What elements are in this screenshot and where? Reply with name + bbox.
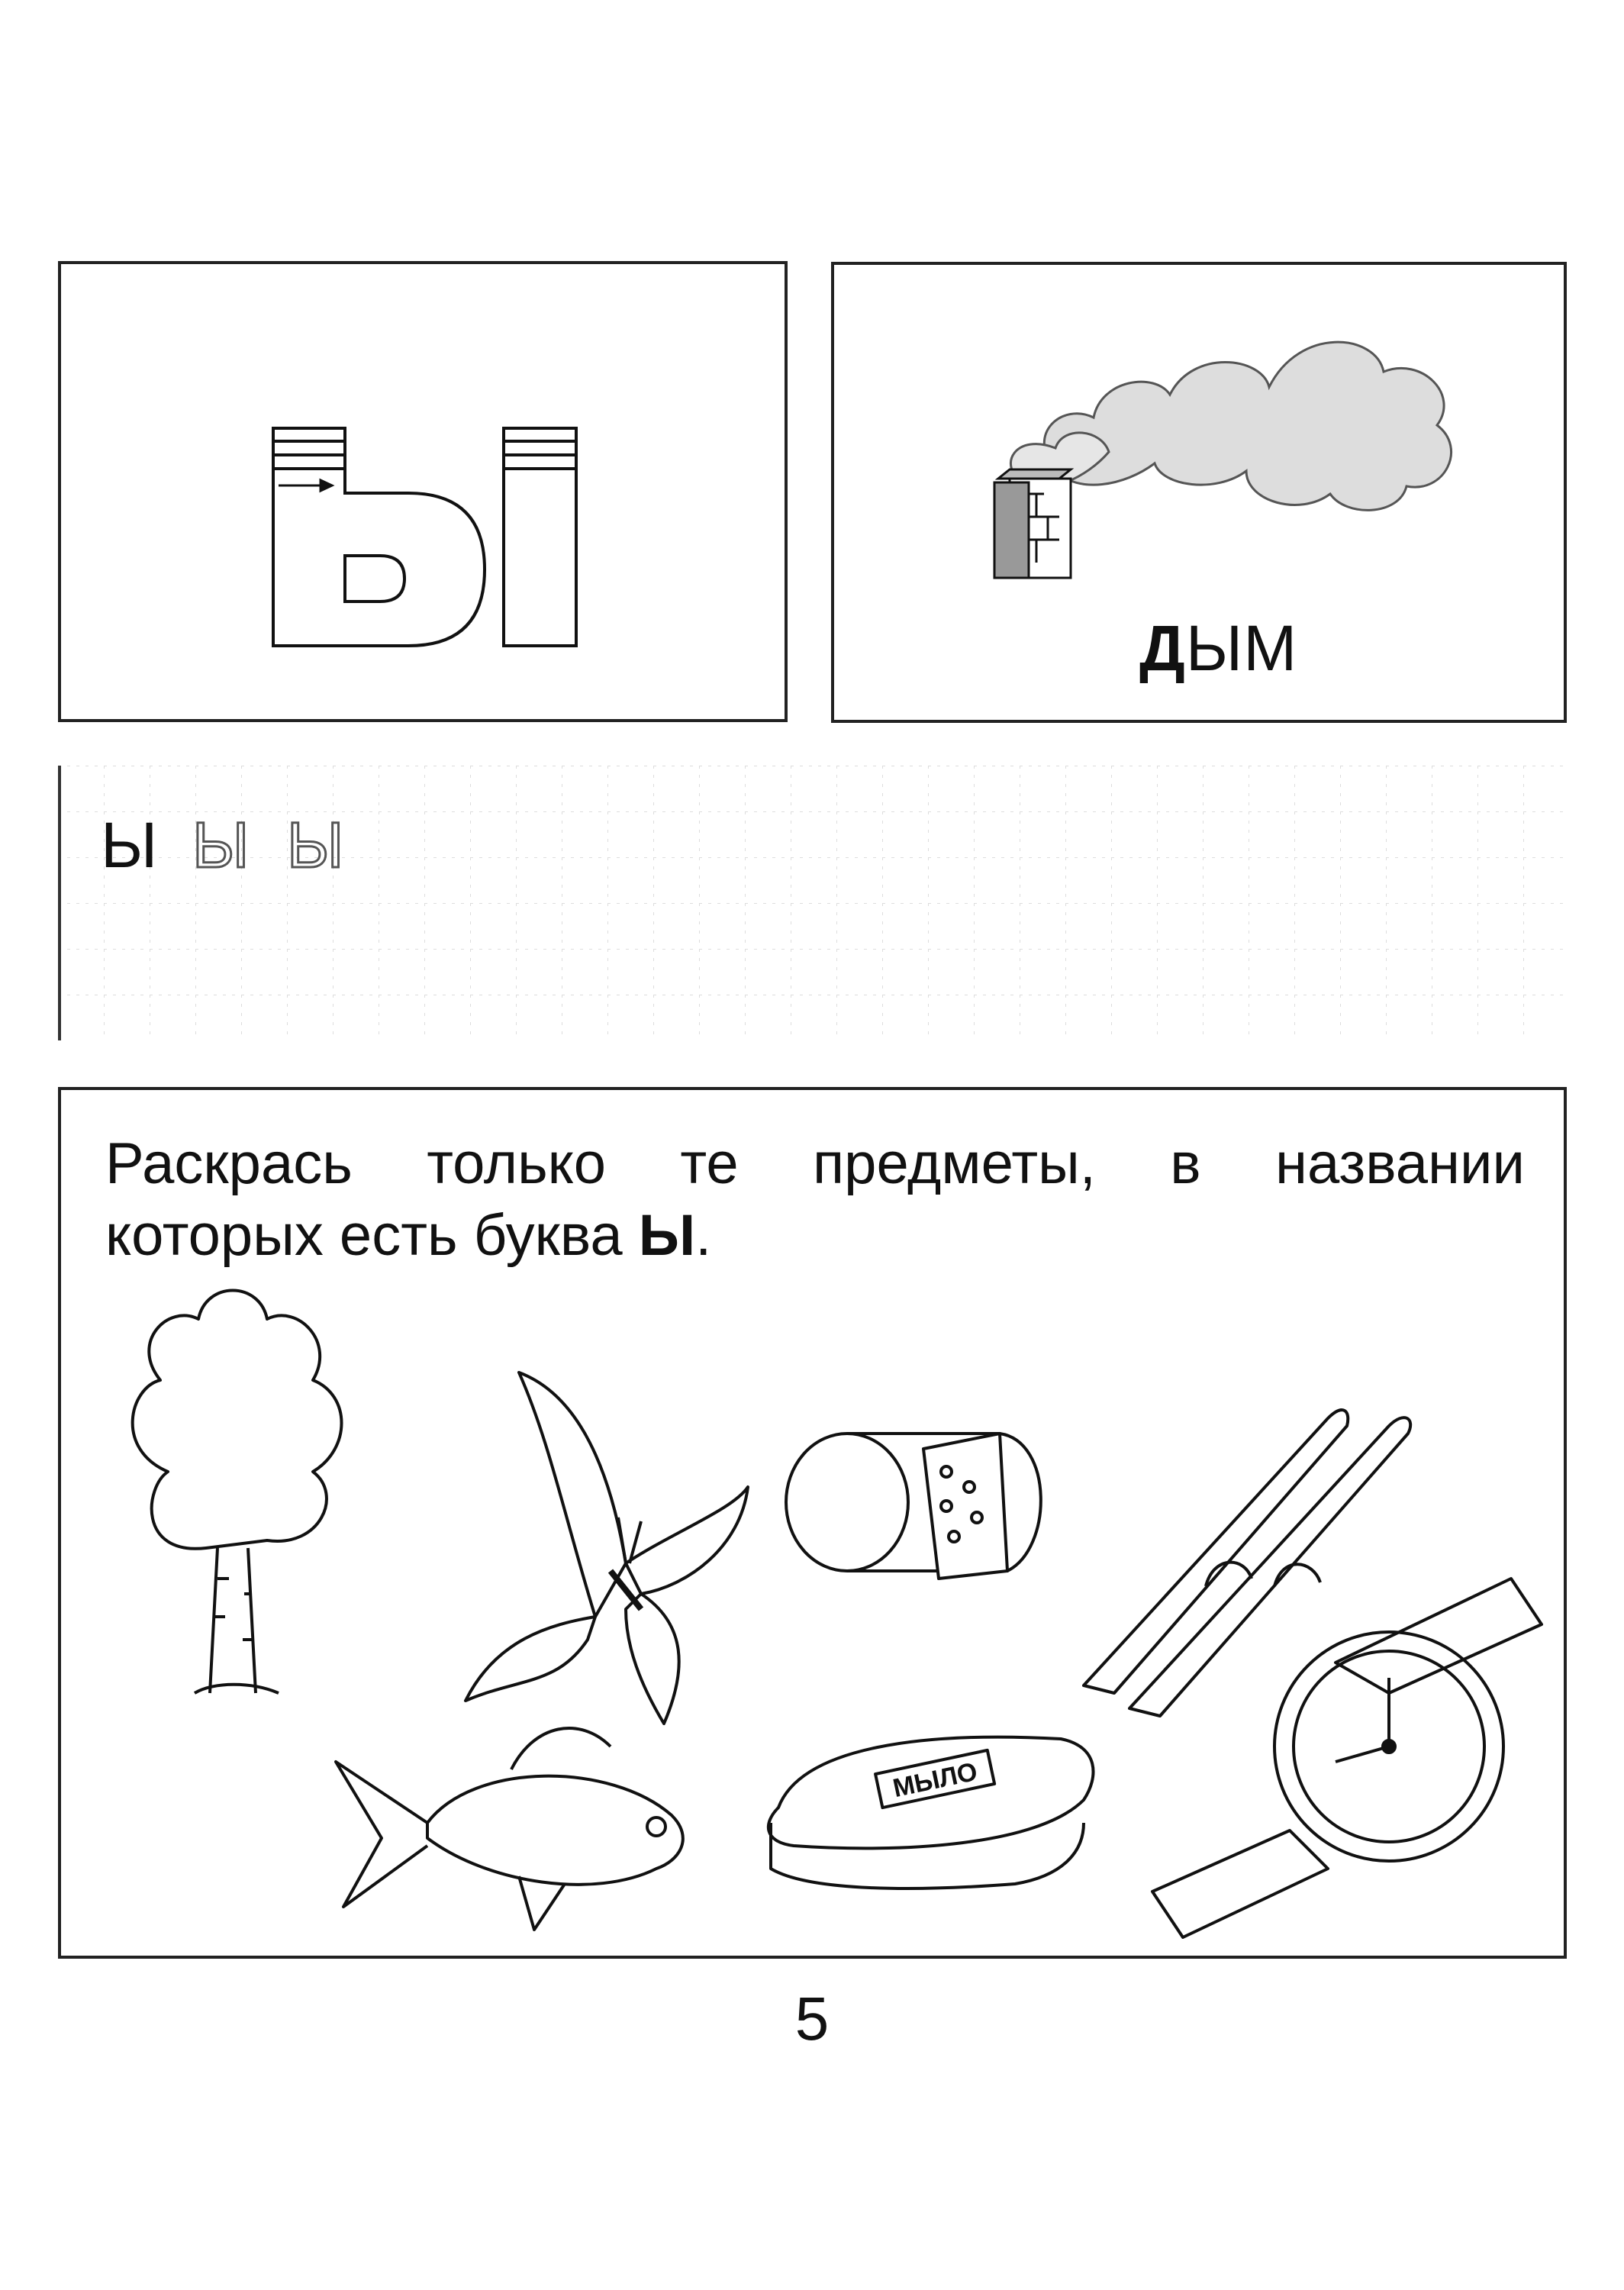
sample-letter: Ы: [101, 809, 158, 881]
coloring-task: [58, 1087, 1567, 1959]
instruction-line-2: которых есть буква Ы.: [105, 1203, 712, 1268]
traced-letter: Ы: [287, 809, 344, 881]
skis-icon[interactable]: [1084, 1410, 1410, 1716]
traced-letter: Ы: [192, 809, 250, 881]
instruction-line-1: Раскрась только те предметы, в названии: [105, 1131, 1525, 1196]
letter-card: [58, 261, 788, 722]
pictures: [61, 1090, 1564, 1956]
word-caption: ДЫМ: [1139, 612, 1298, 684]
page-number: 5: [794, 1985, 830, 2053]
butterfly-icon[interactable]: [466, 1372, 748, 1724]
fish-icon[interactable]: [336, 1728, 683, 1930]
letter-yery-outline-icon: [61, 264, 791, 725]
tree-icon[interactable]: [133, 1291, 342, 1694]
soap-label: МЫЛО: [890, 1756, 981, 1804]
word-card: [831, 262, 1567, 723]
margin-rule: [58, 766, 61, 1040]
copybook-grid: [58, 766, 1567, 1040]
wristwatch-icon[interactable]: [1152, 1579, 1542, 1937]
soap-icon[interactable]: [768, 1737, 1094, 1888]
practice-grid: [58, 766, 1567, 1040]
cheese-icon[interactable]: [786, 1434, 1041, 1579]
